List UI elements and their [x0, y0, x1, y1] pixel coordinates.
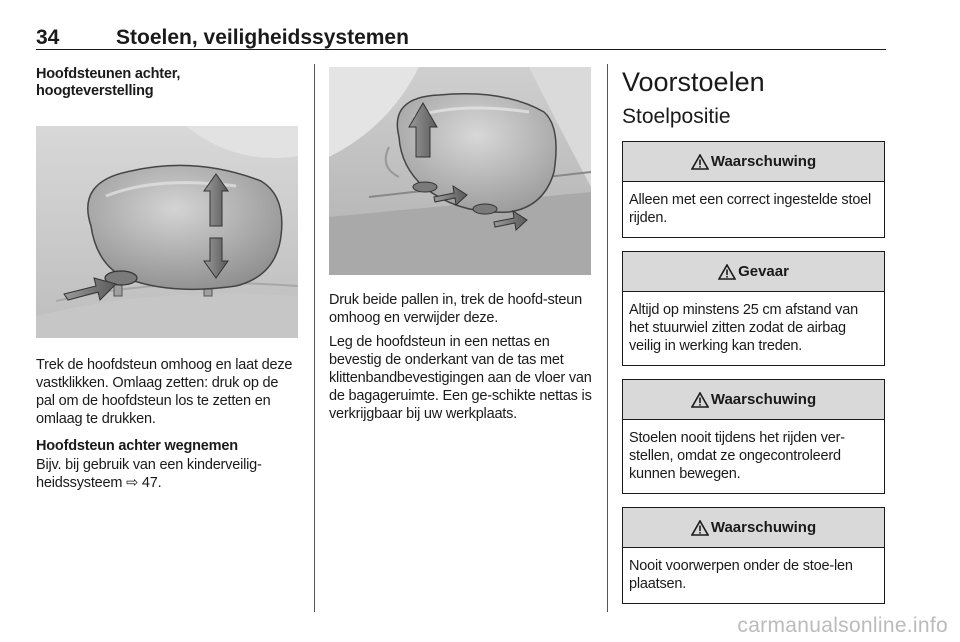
page-title: Stoelen, veiligheidssystemen — [116, 26, 409, 49]
subheading: Hoofdsteun achter wegnemen — [36, 438, 238, 454]
section-title: Voorstoelen — [622, 67, 765, 97]
danger-box-header — [623, 252, 884, 292]
warning-box — [622, 379, 885, 494]
headrest-removal-figure — [329, 67, 591, 275]
page-reference[interactable]: 47. — [141, 475, 162, 491]
column-right — [622, 66, 886, 604]
warning-triangle-icon — [691, 520, 709, 536]
warning-triangle-icon — [718, 264, 736, 280]
warning-box — [622, 507, 885, 604]
column-divider — [314, 64, 315, 612]
headrest-illustration — [36, 126, 298, 338]
danger-box — [622, 251, 885, 366]
warning-triangle-icon — [691, 154, 709, 170]
danger-box-text: Altijd op minstens 25 cm afstand van het stuurwiel zitten zodat de airbag veilig in werking kan treden. — [629, 302, 858, 354]
danger-box-title: Gevaar — [738, 263, 789, 280]
warning-box-text: Nooit voorwerpen onder de stoe-len plaatsen. — [629, 558, 853, 592]
warning-box-header — [623, 380, 884, 420]
warning-box-header — [623, 142, 884, 182]
warning-box-header — [623, 508, 884, 548]
page-header — [36, 26, 886, 50]
headrest-height-figure — [36, 126, 298, 338]
column-divider — [607, 64, 608, 612]
watermark: carmanualsonline.info — [737, 614, 948, 637]
column-left — [36, 66, 300, 492]
warning-box-title: Waarschuwing — [710, 519, 817, 536]
paragraph-text: Bijv. bij gebruik van een kinderveilig-heidssysteem — [36, 457, 262, 491]
page-reference-icon: ⇨ — [126, 475, 139, 491]
warning-triangle-icon — [691, 392, 709, 408]
column-middle — [329, 66, 593, 423]
warning-box — [622, 141, 885, 238]
section-heading: Hoofdsteunen achter, hoogteverstelling — [36, 66, 181, 99]
warning-box-title: Waarschuwing — [710, 391, 817, 408]
warning-box-title: Waarschuwing — [710, 153, 817, 170]
warning-box-text: Alleen met een correct ingestelde stoel rijden. — [629, 192, 872, 226]
warning-box-text: Stoelen nooit tijdens het rijden ver-stellen, omdat ze ongecontroleerd kunnen bewegen. — [629, 430, 845, 482]
paragraph: Leg de hoofdsteun in een nettas en bevestig de onderkant van de tas met klittenbandbevestigingen aan de vloer van de bagageruimte. Een ge-schikte nettas is verkrijgbaar bij uw werkplaats. — [329, 334, 592, 422]
page-number: 34 — [36, 26, 60, 49]
section-subtitle: Stoelpositie — [622, 105, 731, 128]
headrest-removal-illustration — [329, 67, 591, 275]
paragraph: Trek de hoofdsteun omhoog en laat deze vastklikken. Omlaag zetten: druk op de pal om de hoofdsteun los te zetten en omlaag te drukken. — [36, 357, 293, 427]
paragraph: Druk beide pallen in, trek de hoofd-steun omhoog en verwijder deze. — [329, 292, 582, 326]
paragraph — [36, 456, 300, 492]
